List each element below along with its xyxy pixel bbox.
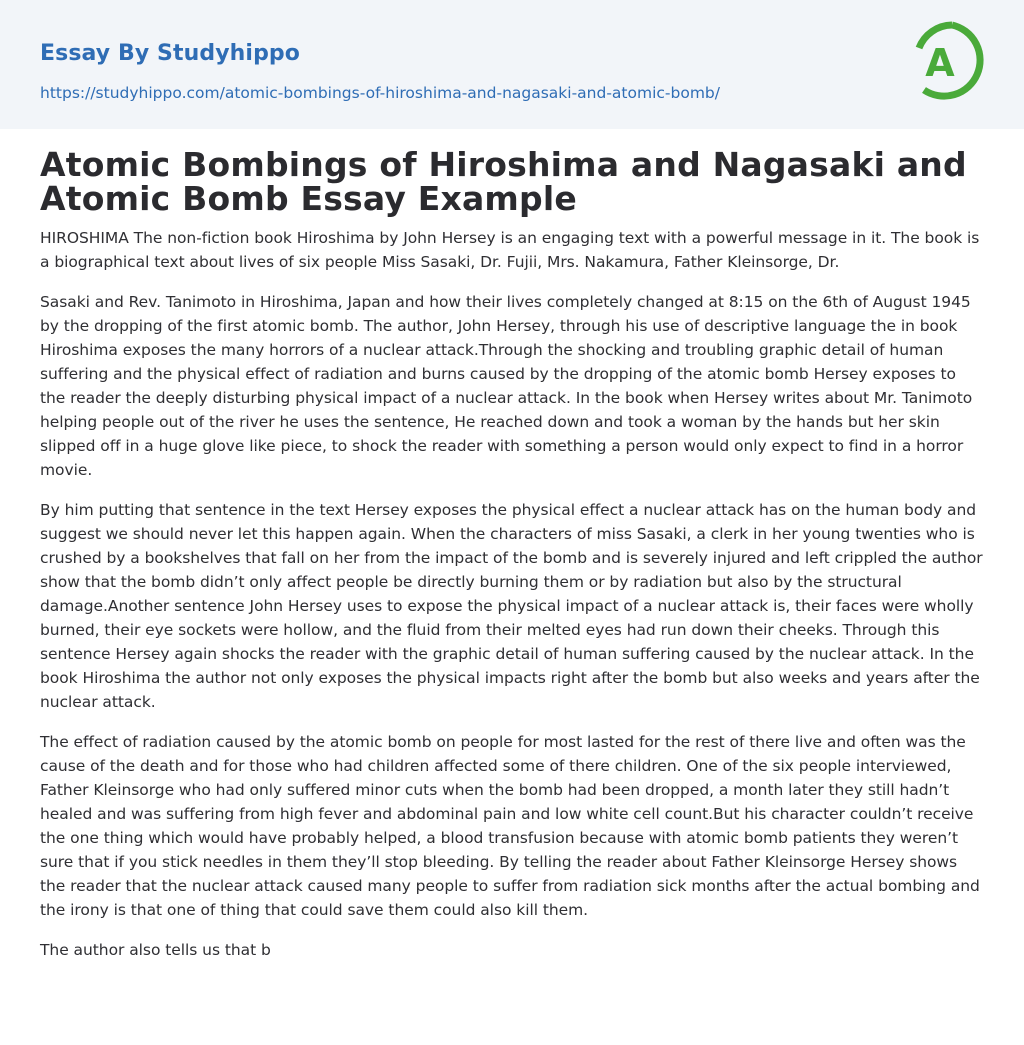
article-paragraph-3: By him putting that sentence in the text Hersey exposes the physical effect a nuclear attack has on the human body and suggest we should never let this happen again. When the characters of miss Sasaki, a clerk in her young twenties who is crushed by a bookshelves that fall on her from the impact of the bomb and is severely injured and left crippled the author show that the bomb didn’t only affect people be directly burning them or by radiation but also by the structural damage.Another sentence John Hersey uses to expose the physical impact of a nuclear attack is, their faces were wholly burned, their eye sockets were hollow, and the fluid from their melted eyes had run down their cheeks. Through this sentence Hersey again shocks the reader with the graphic detail of human suffering caused by the nuclear attack. In the book Hiroshima the author not only exposes the physical impacts right after the bomb but also weeks and years after the nuclear attack. bbox=[40, 501, 983, 711]
article-paragraph-4: The effect of radiation caused by the atomic bomb on people for most lasted for the rest of there live and often was the cause of the death and for those who had children affected some of there children. One of the six people interviewed, Father Kleinsorge who had only suffered minor cuts when the bomb had been dropped, a month later they still hadn’t healed and was suffering from high fever and abdominal pain and low white cell count.But his character couldn’t receive the one thing which would have probably helped, a blood transfusion because with atomic bomb patients they weren’t sure that if you stick needles in them they’ll stop bleeding. By telling the reader about Father Kleinsorge Hersey shows the reader that the nuclear attack caused many people to suffer from radiation sick months after the actual bombing and the irony is that one of thing that could save them could also kill them. bbox=[40, 733, 980, 919]
article-paragraph-2: Sasaki and Rev. Tanimoto in Hiroshima, Japan and how their lives completely changed at 8:15 on the 6th of August 1945 by the dropping of the first atomic bomb. The author, John Hersey, through his use of descriptive language the in book Hiroshima exposes the many horrors of a nuclear attack.Through the shocking and troubling graphic detail of human suffering and the physical effect of radiation and burns caused by the dropping of the atomic bomb Hersey exposes to the reader the deeply disturbing physical impact of a nuclear attack. In the book when Hersey writes about Mr. Tanimoto helping people out of the river he uses the sentence, He reached down and took a woman by the hands but her skin slipped off in a huge glove like piece, to shock the reader with something a person would only expect to find in a horror movie. bbox=[40, 293, 973, 479]
site-brand-title[interactable]: Essay By Studyhippo bbox=[40, 41, 300, 66]
page-url-link[interactable]: https://studyhippo.com/atomic-bombings-of-hiroshima-and-nagasaki-and-atomic-bomb/ bbox=[40, 84, 720, 102]
logo-letter: A bbox=[925, 41, 955, 85]
logo-a-icon bbox=[912, 19, 986, 105]
article bbox=[40, 145, 984, 978]
studyhippo-logo[interactable] bbox=[912, 19, 986, 105]
article-paragraph-1: HIROSHIMA The non-fiction book Hiroshima by John Hersey is an engaging text with a powerful message in it. The book is a biographical text about lives of six people Miss Sasaki, Dr. Fujii, Mrs. Nakamura, Father Kleinsorge, Dr. bbox=[40, 229, 980, 271]
page-title: Atomic Bombings of Hiroshima and Nagasaki and Atomic Bomb Essay Example bbox=[40, 145, 967, 218]
site-header bbox=[0, 0, 1024, 129]
article-paragraph-5: The author also tells us that b bbox=[40, 941, 271, 959]
